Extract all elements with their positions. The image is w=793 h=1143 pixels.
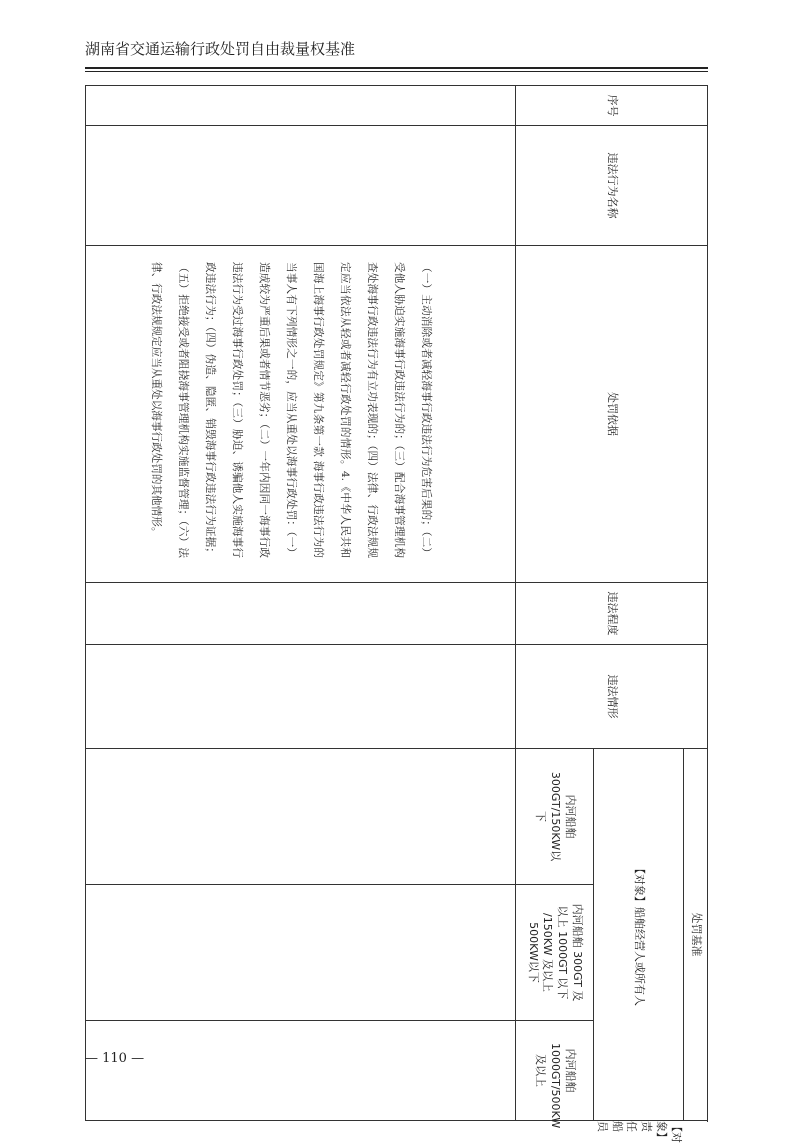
page-header-title: 湖南省交通运输行政处罚自由裁量权基准 [85, 40, 356, 58]
header-violation-degree: 违法程度 [515, 583, 707, 645]
header-violation-name: 违法行为名称 [515, 126, 707, 246]
cell-violation-degree [86, 583, 516, 645]
page-number: — 110 — [85, 1051, 145, 1066]
header-violation-circumstance: 违法情形 [515, 645, 707, 749]
penalty-basis-text: （一）主动消除或者减轻海事行政违法行为危害后果的；（二）受他人胁迫实施海事行政违法行为的；（三）配合海事管理机构查处海事行政违法行为有立功表现的；（四）法律、行政法规规定应当依法从轻或者减轻行政处罚的情形。4.《中华人民共和国海上海事行政处罚规定》第九条第一款 海事行政违法行为的当事人有下列情形之一的，应当从重处以海事行政处罚：（一）造成较为严重后果或者情节恶劣；（二）一年内因同一海事行政违法行为受过海事行政处罚；（三）胁迫、诱骗他人实施海事行政违法行为；（四）伪造、隐匿、销毁海事行政违法行为证据；（五）拒绝接受或者阻挠海事管理机构实施监督管理；（六）法律、行政法规规定应当从重处以海事行政处罚的其他情形。 [149, 262, 432, 558]
header-sub-small: 内河船舶300GT/150KW以下 [515, 749, 593, 885]
header-group-owner: 【对象】船舶经营人或所有人 [593, 749, 683, 1121]
cell-penalty-basis [86, 246, 516, 583]
cell-standard-mid [86, 885, 516, 1021]
penalty-standard-table: 序号 违法行为名称 处罚依据 违法程度 违法情形 处罚基准 【对象】船舶经营人或所有人 【对象】责任船员 内河船舶300GT/150KW以下 内河船舶 300GT 及以上 1000GT 以下 /150KW 及以上 500KW以下 内河船舶1000GT/500KW及以上 （一）主动消除或者减轻海事行政违法行为危害后果的；（二）受他人胁迫实施海事行政违法行为的；（三）配合海事管理机构查处海事行政违法行为有立功表现的；（四）法律、行政法规规定应当依法从轻或者减轻行政处罚的情形。4.《中华人民共和国海上海事行政处罚规定》第九条第一款 海事行政违法行为的当事人有下列情形之一的，应当从重处以海事行政处罚：（一）造成较为严重后果或者情节恶劣；（二）一年内因同一海事行政违法行为受过海事行政处罚；（三）胁迫、诱骗他人实施海事行政违法行为；（四）伪造、隐匿、销毁海事行政违法行为证据；（五）拒绝接受或者阻挠海事管理机构实施监督管理；（六）法律、行政法规规定应当从重处以海事行政处罚的其他情形。 [85, 85, 708, 1121]
cell-violation-circumstance [86, 645, 516, 749]
header-sub-large: 内河船舶1000GT/500KW及以上 [515, 1021, 593, 1121]
cell-seq [86, 86, 516, 126]
cell-violation-name [86, 126, 516, 246]
header-rule-thin [85, 71, 708, 72]
header-seq: 序号 [515, 86, 707, 126]
header-penalty-basis: 处罚依据 [515, 246, 707, 583]
header-rule [85, 67, 708, 69]
cell-standard-large [86, 1021, 516, 1121]
header-penalty-standard: 处罚基准 [684, 749, 708, 1121]
cell-standard-small [86, 749, 516, 885]
header-sub-mid: 内河船舶 300GT 及以上 1000GT 以下 /150KW 及以上 500KW以下 [515, 885, 593, 1021]
